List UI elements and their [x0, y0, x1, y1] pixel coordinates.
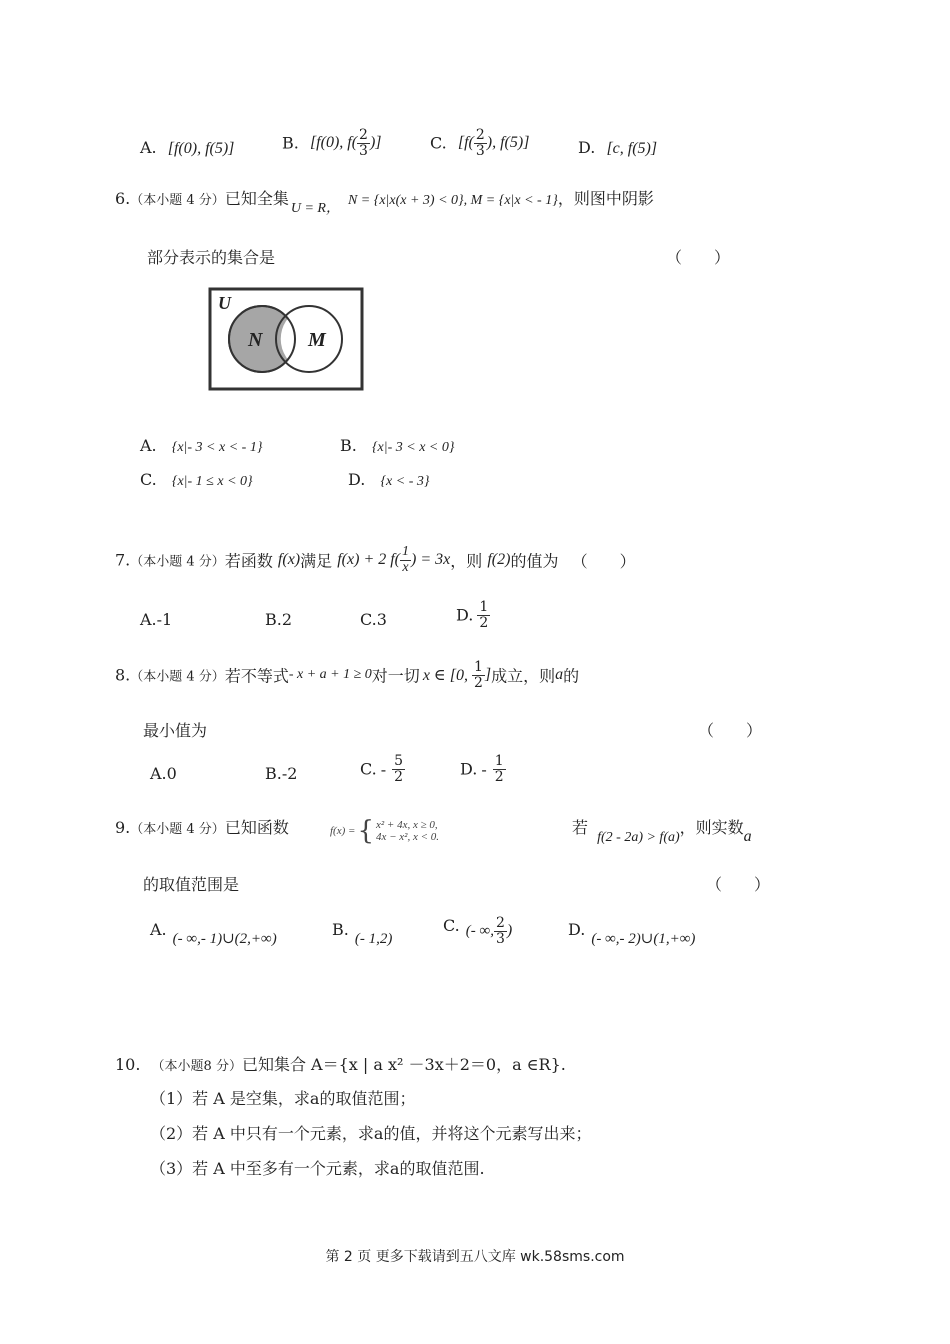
- sets-expr: N = {x|x(x + 3) < 0}, M = {x|x < - 1}: [347, 193, 558, 208]
- denominator: x: [402, 559, 409, 575]
- q6-option-c: [140, 470, 253, 490]
- q9-piecewise-function: [330, 818, 439, 844]
- option-sign: -: [481, 759, 487, 779]
- question-meta: （本小题 4 分）: [130, 822, 225, 837]
- function-name: f(x) =: [330, 825, 356, 837]
- inequality-expr: - x + a + 1 ≥ 0: [288, 667, 372, 683]
- case-1: x² + 4x, x ≥ 0,: [375, 818, 438, 831]
- option-label: C.: [140, 470, 157, 489]
- domain-pre: x ∈ [0,: [422, 667, 472, 685]
- option-label: C.: [443, 916, 460, 935]
- q5-option-a: [140, 138, 234, 158]
- question-meta: （本小题 4 分）: [130, 554, 225, 570]
- option-expr-pre: [f(0), f(: [309, 134, 358, 152]
- q5-option-d: [578, 138, 657, 158]
- q9-option-c: [443, 916, 512, 946]
- q10-part-1: （1）若 A 是空集，求a的取值范围；: [150, 1089, 416, 1108]
- option-label: A.: [140, 138, 157, 157]
- option-expr-post: ): [506, 922, 513, 940]
- fraction: [472, 660, 485, 690]
- q9-stem-tail: [572, 815, 752, 845]
- q6-stem: [115, 186, 654, 216]
- option-expr-pre: [f(: [457, 134, 474, 152]
- q8-option-b: [265, 764, 297, 783]
- option-label: C.: [360, 759, 377, 779]
- option-expr: {x|- 1 ≤ x < 0}: [171, 474, 253, 489]
- variable: a: [743, 828, 752, 845]
- answer-bracket: （ ）: [571, 551, 636, 571]
- option-value: -2: [281, 764, 298, 783]
- q6-option-a: [140, 436, 262, 456]
- venn-label-n: N: [248, 329, 263, 351]
- fraction: [357, 128, 370, 158]
- option-expr: [c, f(5)]: [606, 140, 658, 157]
- denominator: 3: [359, 142, 368, 159]
- q5-option-b: [282, 128, 382, 158]
- question-ask: ，则: [450, 551, 483, 571]
- condition-expr: f(2 - 2a) > f(a): [597, 830, 680, 845]
- fraction: [392, 754, 405, 784]
- question-text: 已知集合 A＝{x | a x² －3x＋2＝0，a ∈R}.: [241, 1055, 566, 1074]
- domain-post: ]: [484, 666, 492, 684]
- case-2: 4x − x², x < 0.: [375, 831, 440, 843]
- q7-stem: [115, 545, 636, 575]
- option-label: B.: [265, 764, 282, 783]
- option-value: 2: [281, 610, 293, 629]
- q8-option-d: [460, 754, 506, 784]
- variable: a: [555, 666, 564, 684]
- option-label: A.: [140, 436, 157, 455]
- option-label: B.: [282, 133, 299, 153]
- question-number: 7.: [115, 550, 131, 570]
- question-number: 10.: [115, 1055, 141, 1074]
- q6-answer-bracket: （ ）: [666, 248, 731, 267]
- venn-label-m: M: [308, 329, 326, 351]
- fraction: [474, 128, 487, 158]
- piecewise-cases: [376, 819, 439, 843]
- q10-part-2: （2）若 A 中只有一个元素，求a的值，并将这个元素写出来；: [150, 1124, 592, 1143]
- question-meta: （本小题8 分）: [151, 1059, 242, 1074]
- numerator: 5: [394, 753, 404, 769]
- question-lead: 若不等式: [224, 666, 289, 686]
- option-expr: [f(0), f(5)]: [167, 140, 235, 157]
- question-lead: 已知函数: [224, 818, 289, 837]
- fraction: [477, 600, 490, 630]
- equation-pre: f(x) + 2 f(: [337, 551, 401, 569]
- question-tail: ，则实数: [679, 818, 744, 837]
- fx-expr: f(x): [277, 551, 301, 569]
- option-label: D.: [568, 920, 586, 939]
- q9-option-b: [332, 920, 393, 947]
- option-expr: {x|- 3 < x < 0}: [371, 440, 455, 455]
- q10-part-3: （3）若 A 中至多有一个元素，求a的取值范围.: [150, 1159, 485, 1178]
- q8-line2: 最小值为: [143, 721, 208, 740]
- venn-label-u: U: [218, 293, 231, 313]
- option-label: B.: [332, 920, 349, 939]
- fraction: [493, 754, 506, 784]
- option-value: -1: [156, 610, 173, 629]
- denominator: 2: [473, 674, 483, 691]
- option-label: D.: [460, 759, 478, 779]
- option-label: A.: [140, 610, 157, 629]
- option-value: 0: [166, 764, 177, 783]
- question-lead: 若函数: [224, 551, 273, 571]
- page-footer: 第 2 页 更多下载请到五八文库 wk.58sms.com: [325, 1249, 625, 1265]
- q9-option-a: [150, 920, 277, 947]
- question-tail: 成立，则: [491, 666, 556, 686]
- q9-line2: 的取值范围是: [143, 875, 240, 894]
- denominator: 2: [394, 768, 404, 785]
- option-label: B.: [340, 436, 357, 455]
- q7-option-c: [360, 610, 387, 629]
- q9-answer-bracket: （ ）: [706, 875, 771, 894]
- numerator: 2: [495, 915, 505, 931]
- q5-option-c: [430, 128, 529, 158]
- fraction: [400, 545, 411, 575]
- denominator: 2: [479, 614, 489, 631]
- f2-expr: f(2): [487, 551, 511, 569]
- numerator: 1: [494, 753, 504, 769]
- venn-diagram: [208, 287, 364, 391]
- q7-option-d: [456, 600, 490, 630]
- option-expr-pre: (- ∞,: [465, 922, 494, 939]
- option-label: D.: [578, 138, 596, 157]
- q8-answer-bracket: （ ）: [698, 721, 763, 740]
- q6-option-b: [340, 436, 454, 456]
- q10-stem: [115, 1052, 566, 1075]
- option-label: C.: [430, 133, 447, 153]
- universe-expr: U = R，: [290, 201, 340, 216]
- option-expr-post: )]: [369, 134, 382, 152]
- option-expr: {x < - 3}: [380, 474, 430, 489]
- option-sign: -: [380, 759, 387, 779]
- question-mid: 满足: [300, 551, 333, 571]
- question-meta: （本小题 4 分）: [130, 669, 225, 685]
- fraction: [494, 916, 507, 946]
- question-tail2: 的: [563, 666, 580, 686]
- q8-option-c: [360, 754, 405, 784]
- numerator: 2: [475, 127, 485, 143]
- option-expr: (- ∞,- 2)∪(1,+∞): [591, 931, 696, 947]
- q8-stem: [115, 660, 579, 690]
- option-expr: (- ∞,- 1)∪(2,+∞): [172, 931, 277, 947]
- question-number: 9.: [115, 818, 131, 837]
- option-expr-post: ), f(5)]: [486, 134, 530, 152]
- option-label: D.: [456, 605, 474, 625]
- option-expr: {x|- 3 < x < - 1}: [171, 440, 263, 455]
- option-label: A.: [150, 764, 167, 783]
- numerator: 1: [402, 544, 410, 559]
- q7-option-a: [140, 610, 172, 629]
- option-value: 3: [376, 610, 387, 629]
- q8-option-a: [150, 764, 177, 783]
- option-label: D.: [348, 470, 366, 489]
- numerator: 1: [473, 659, 483, 675]
- question-mid: 对一切: [371, 666, 420, 686]
- q9-option-d: [568, 920, 696, 947]
- q9-stem-lead: [115, 815, 289, 838]
- option-label: C.: [360, 610, 377, 629]
- question-tail: 的值为: [510, 551, 559, 571]
- question-tail: ，则图中阴影: [557, 189, 654, 208]
- question-meta: （本小题 4 分）: [130, 193, 225, 208]
- numerator: 2: [359, 127, 368, 143]
- q6-option-d: [348, 470, 429, 490]
- q7-option-b: [265, 610, 292, 629]
- denominator: 2: [494, 768, 504, 785]
- question-lead: 已知全集: [224, 189, 289, 208]
- numerator: 1: [479, 599, 489, 615]
- q6-line2: 部分表示的集合是: [147, 248, 276, 267]
- option-label: B.: [265, 610, 282, 629]
- equation-post: ) = 3x: [411, 551, 451, 569]
- option-expr: (- 1,2): [354, 931, 393, 947]
- question-mid: 若: [572, 818, 589, 837]
- denominator: 3: [475, 142, 485, 159]
- denominator: 3: [495, 930, 505, 947]
- option-label: A.: [150, 920, 167, 939]
- question-number: 8.: [115, 665, 131, 685]
- brace-icon: {: [357, 816, 374, 846]
- question-number: 6.: [115, 189, 131, 208]
